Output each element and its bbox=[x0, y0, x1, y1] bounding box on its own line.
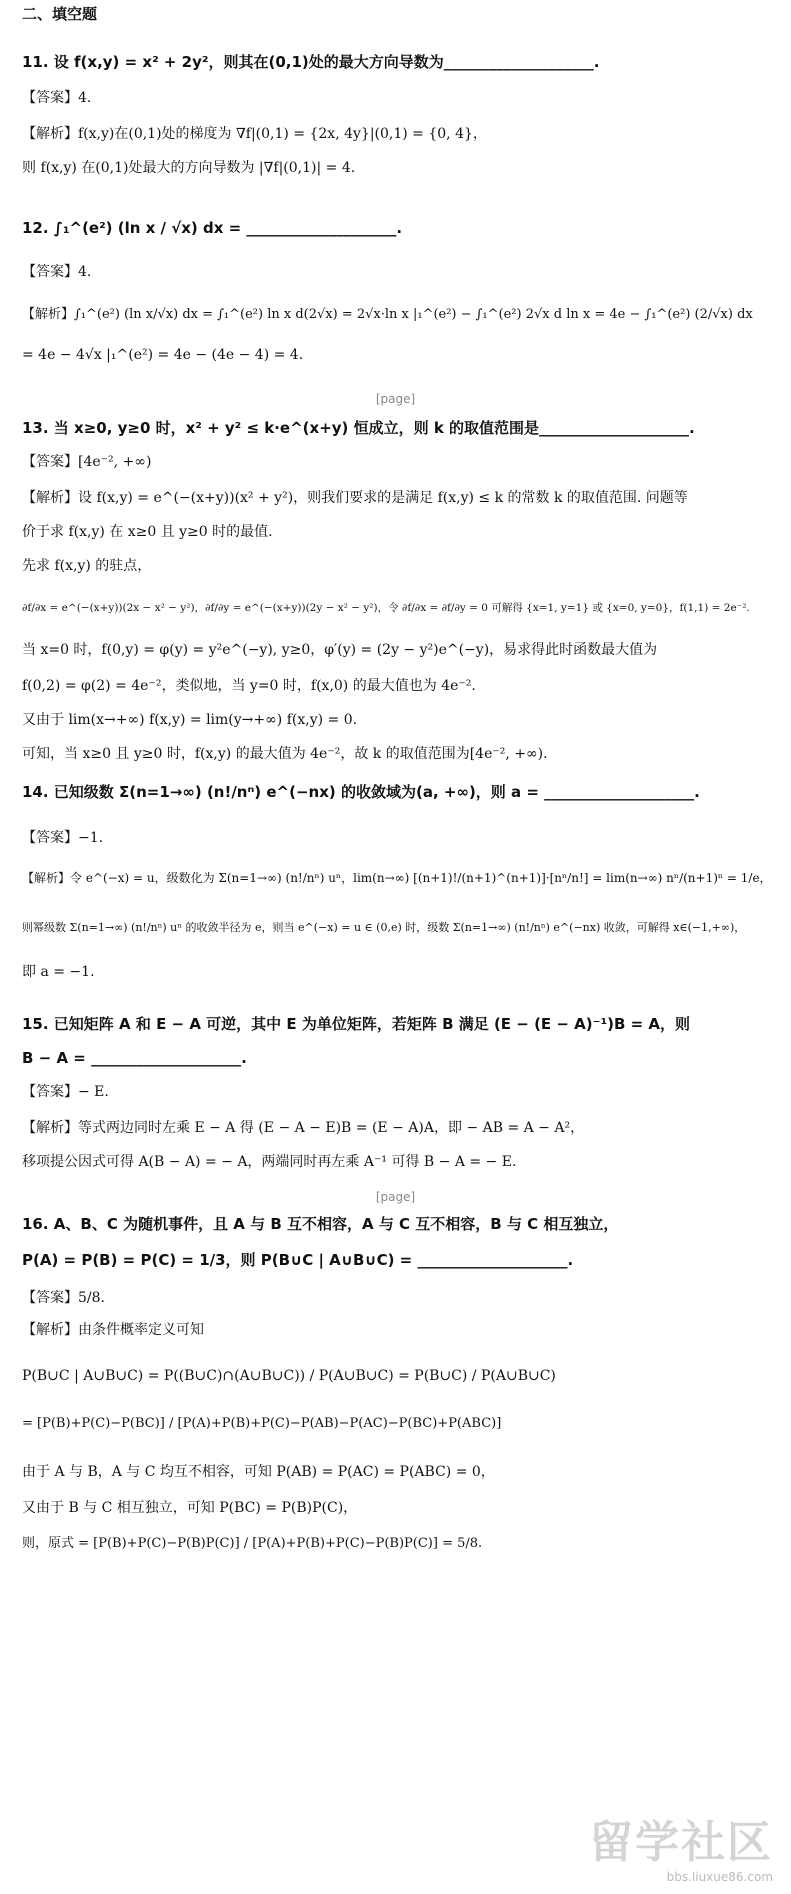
watermark bbox=[589, 1806, 773, 1884]
q11-analysis-line-2: 则 f(x,y) 在(0,1)处最大的方向导数为 |∇f|(0,1)| = 4. bbox=[22, 160, 356, 176]
page-separator-2: [page] bbox=[375, 1190, 416, 1204]
q16-question-line-1: 16. A、B、C 为随机事件，且 A 与 B 互不相容，A 与 C 互不相容，B 与 C 相互独立， bbox=[22, 1215, 619, 1233]
q11-analysis-line-1: 【解析】f(x,y)在(0,1)处的梯度为 ∇f|(0,1) = {2x, 4y}|(0,1) = {0, 4}， bbox=[22, 126, 487, 142]
q16-question-line-2: P(A) = P(B) = P(C) = 1/3，则 P(B∪C | A∪B∪C) = ____________________. bbox=[22, 1251, 574, 1269]
q14-analysis-line-2: 则幂级数 Σ(n=1→∞) (n!/nⁿ) uⁿ 的收敛半径为 e，则当 e^(−x) = u ∈ (0,e) 时，级数 Σ(n=1→∞) (n!/nⁿ) e^(−nx) 收敛，可解得 x∈(−1,+∞)， bbox=[22, 921, 746, 934]
q13-analysis-line-2: 价于求 f(x,y) 在 x≥0 且 y≥0 时的最值. bbox=[22, 524, 273, 540]
page-separator-1: [page] bbox=[375, 392, 416, 406]
q12-analysis-line-1: 【解析】∫₁^(e²) (ln x/√x) dx = ∫₁^(e²) ln x d(2√x) = 2√x·ln x |₁^(e²) − ∫₁^(e²) 2√x d ln x = 4e − ∫₁^(e²) (2/√x) dx bbox=[22, 307, 753, 322]
watermark-url: bbs.liuxue86.com bbox=[666, 1870, 773, 1884]
q16-analysis-line-6: 则，原式 = [P(B)+P(C)−P(B)P(C)] / [P(A)+P(B)+P(C)−P(B)P(C)] = 5/8. bbox=[22, 1536, 483, 1551]
q13-analysis-line-6: f(0,2) = φ(2) = 4e⁻²，类似地，当 y=0 时，f(x,0) 的最大值也为 4e⁻². bbox=[22, 678, 476, 694]
q16-analysis-line-2: P(B∪C | A∪B∪C) = P((B∪C)∩(A∪B∪C)) / P(A∪B∪C) = P(B∪C) / P(A∪B∪C) bbox=[22, 1368, 556, 1384]
q13-analysis-line-8: 可知，当 x≥0 且 y≥0 时，f(x,y) 的最大值为 4e⁻²，故 k 的取值范围为[4e⁻², +∞). bbox=[22, 746, 548, 762]
q14-question: 14. 已知级数 Σ(n=1→∞) (n!/nⁿ) e^(−nx) 的收敛域为(a, +∞)，则 a = ____________________. bbox=[22, 783, 700, 801]
q11-answer: 【答案】4. bbox=[22, 90, 92, 106]
q12-question: 12. ∫₁^(e²) (ln x / √x) dx = ____________________. bbox=[22, 219, 403, 237]
q15-analysis-line-1: 【解析】等式两边同时左乘 E − A 得 (E − A − E)B = (E − A)A，即 − AB = A − A²， bbox=[22, 1120, 585, 1136]
q15-question-line-1: 15. 已知矩阵 A 和 E − A 可逆，其中 E 为单位矩阵，若矩阵 B 满足 (E − (E − A)⁻¹)B = A，则 bbox=[22, 1015, 691, 1033]
q11-question: 11. 设 f(x,y) = x² + 2y²，则其在(0,1)处的最大方向导数为____________________. bbox=[22, 53, 600, 71]
q16-analysis-line-3: = [P(B)+P(C)−P(BC)] / [P(A)+P(B)+P(C)−P(AB)−P(AC)−P(BC)+P(ABC)] bbox=[22, 1416, 502, 1431]
q14-analysis-line-3: 即 a = −1. bbox=[22, 964, 95, 980]
section-title: 二、填空题 bbox=[22, 5, 98, 23]
q13-answer: 【答案】[4e⁻², +∞) bbox=[22, 454, 152, 470]
q12-answer: 【答案】4. bbox=[22, 264, 92, 280]
q13-analysis-line-4: ∂f/∂x = e^(−(x+y))(2x − x² − y²)，∂f/∂y = e^(−(x+y))(2y − x² − y²)，令 ∂f/∂x = ∂f/∂y = 0 可解得 {x=1, y=1} 或 {x=0, y=0}，f(1,1) = 2e⁻². bbox=[22, 602, 750, 614]
q14-answer: 【答案】−1. bbox=[22, 830, 104, 846]
q15-question-line-2: B − A = ____________________. bbox=[22, 1049, 247, 1067]
q15-analysis-line-2: 移项提公因式可得 A(B − A) = − A，两端同时再左乘 A⁻¹ 可得 B − A = − E. bbox=[22, 1154, 517, 1170]
q13-question: 13. 当 x≥0, y≥0 时，x² + y² ≤ k·e^(x+y) 恒成立，则 k 的取值范围是____________________. bbox=[22, 419, 695, 437]
q13-analysis-line-7: 又由于 lim(x→+∞) f(x,y) = lim(y→+∞) f(x,y) = 0. bbox=[22, 712, 358, 728]
q13-analysis-line-5: 当 x=0 时，f(0,y) = φ(y) = y²e^(−y), y≥0，φ′(y) = (2y − y²)e^(−y)，易求得此时函数最大值为 bbox=[22, 642, 658, 658]
q13-analysis-line-3: 先求 f(x,y) 的驻点， bbox=[22, 558, 152, 574]
q16-answer: 【答案】5/8. bbox=[22, 1290, 105, 1306]
q13-analysis-line-1: 【解析】设 f(x,y) = e^(−(x+y))(x² + y²)，则我们要求的是满足 f(x,y) ≤ k 的常数 k 的取值范围. 问题等 bbox=[22, 490, 688, 506]
q16-analysis-line-5: 又由于 B 与 C 相互独立，可知 P(BC) = P(B)P(C)， bbox=[22, 1500, 358, 1516]
q15-answer: 【答案】− E. bbox=[22, 1084, 109, 1100]
q16-analysis-line-1: 【解析】由条件概率定义可知 bbox=[22, 1322, 204, 1338]
q12-analysis-line-2: = 4e − 4√x |₁^(e²) = 4e − (4e − 4) = 4. bbox=[22, 347, 304, 363]
q14-analysis-line-1: 【解析】令 e^(−x) = u，级数化为 Σ(n=1→∞) (n!/nⁿ) uⁿ，lim(n→∞) [(n+1)!/(n+1)^(n+1)]·[nⁿ/n!] = lim(n→∞) nⁿ/(n+1)ⁿ = 1/e， bbox=[22, 871, 772, 885]
q16-analysis-line-4: 由于 A 与 B，A 与 C 均互不相容，可知 P(AB) = P(AC) = P(ABC) = 0， bbox=[22, 1464, 495, 1480]
watermark-brand: 留学社区 bbox=[589, 1817, 773, 1868]
